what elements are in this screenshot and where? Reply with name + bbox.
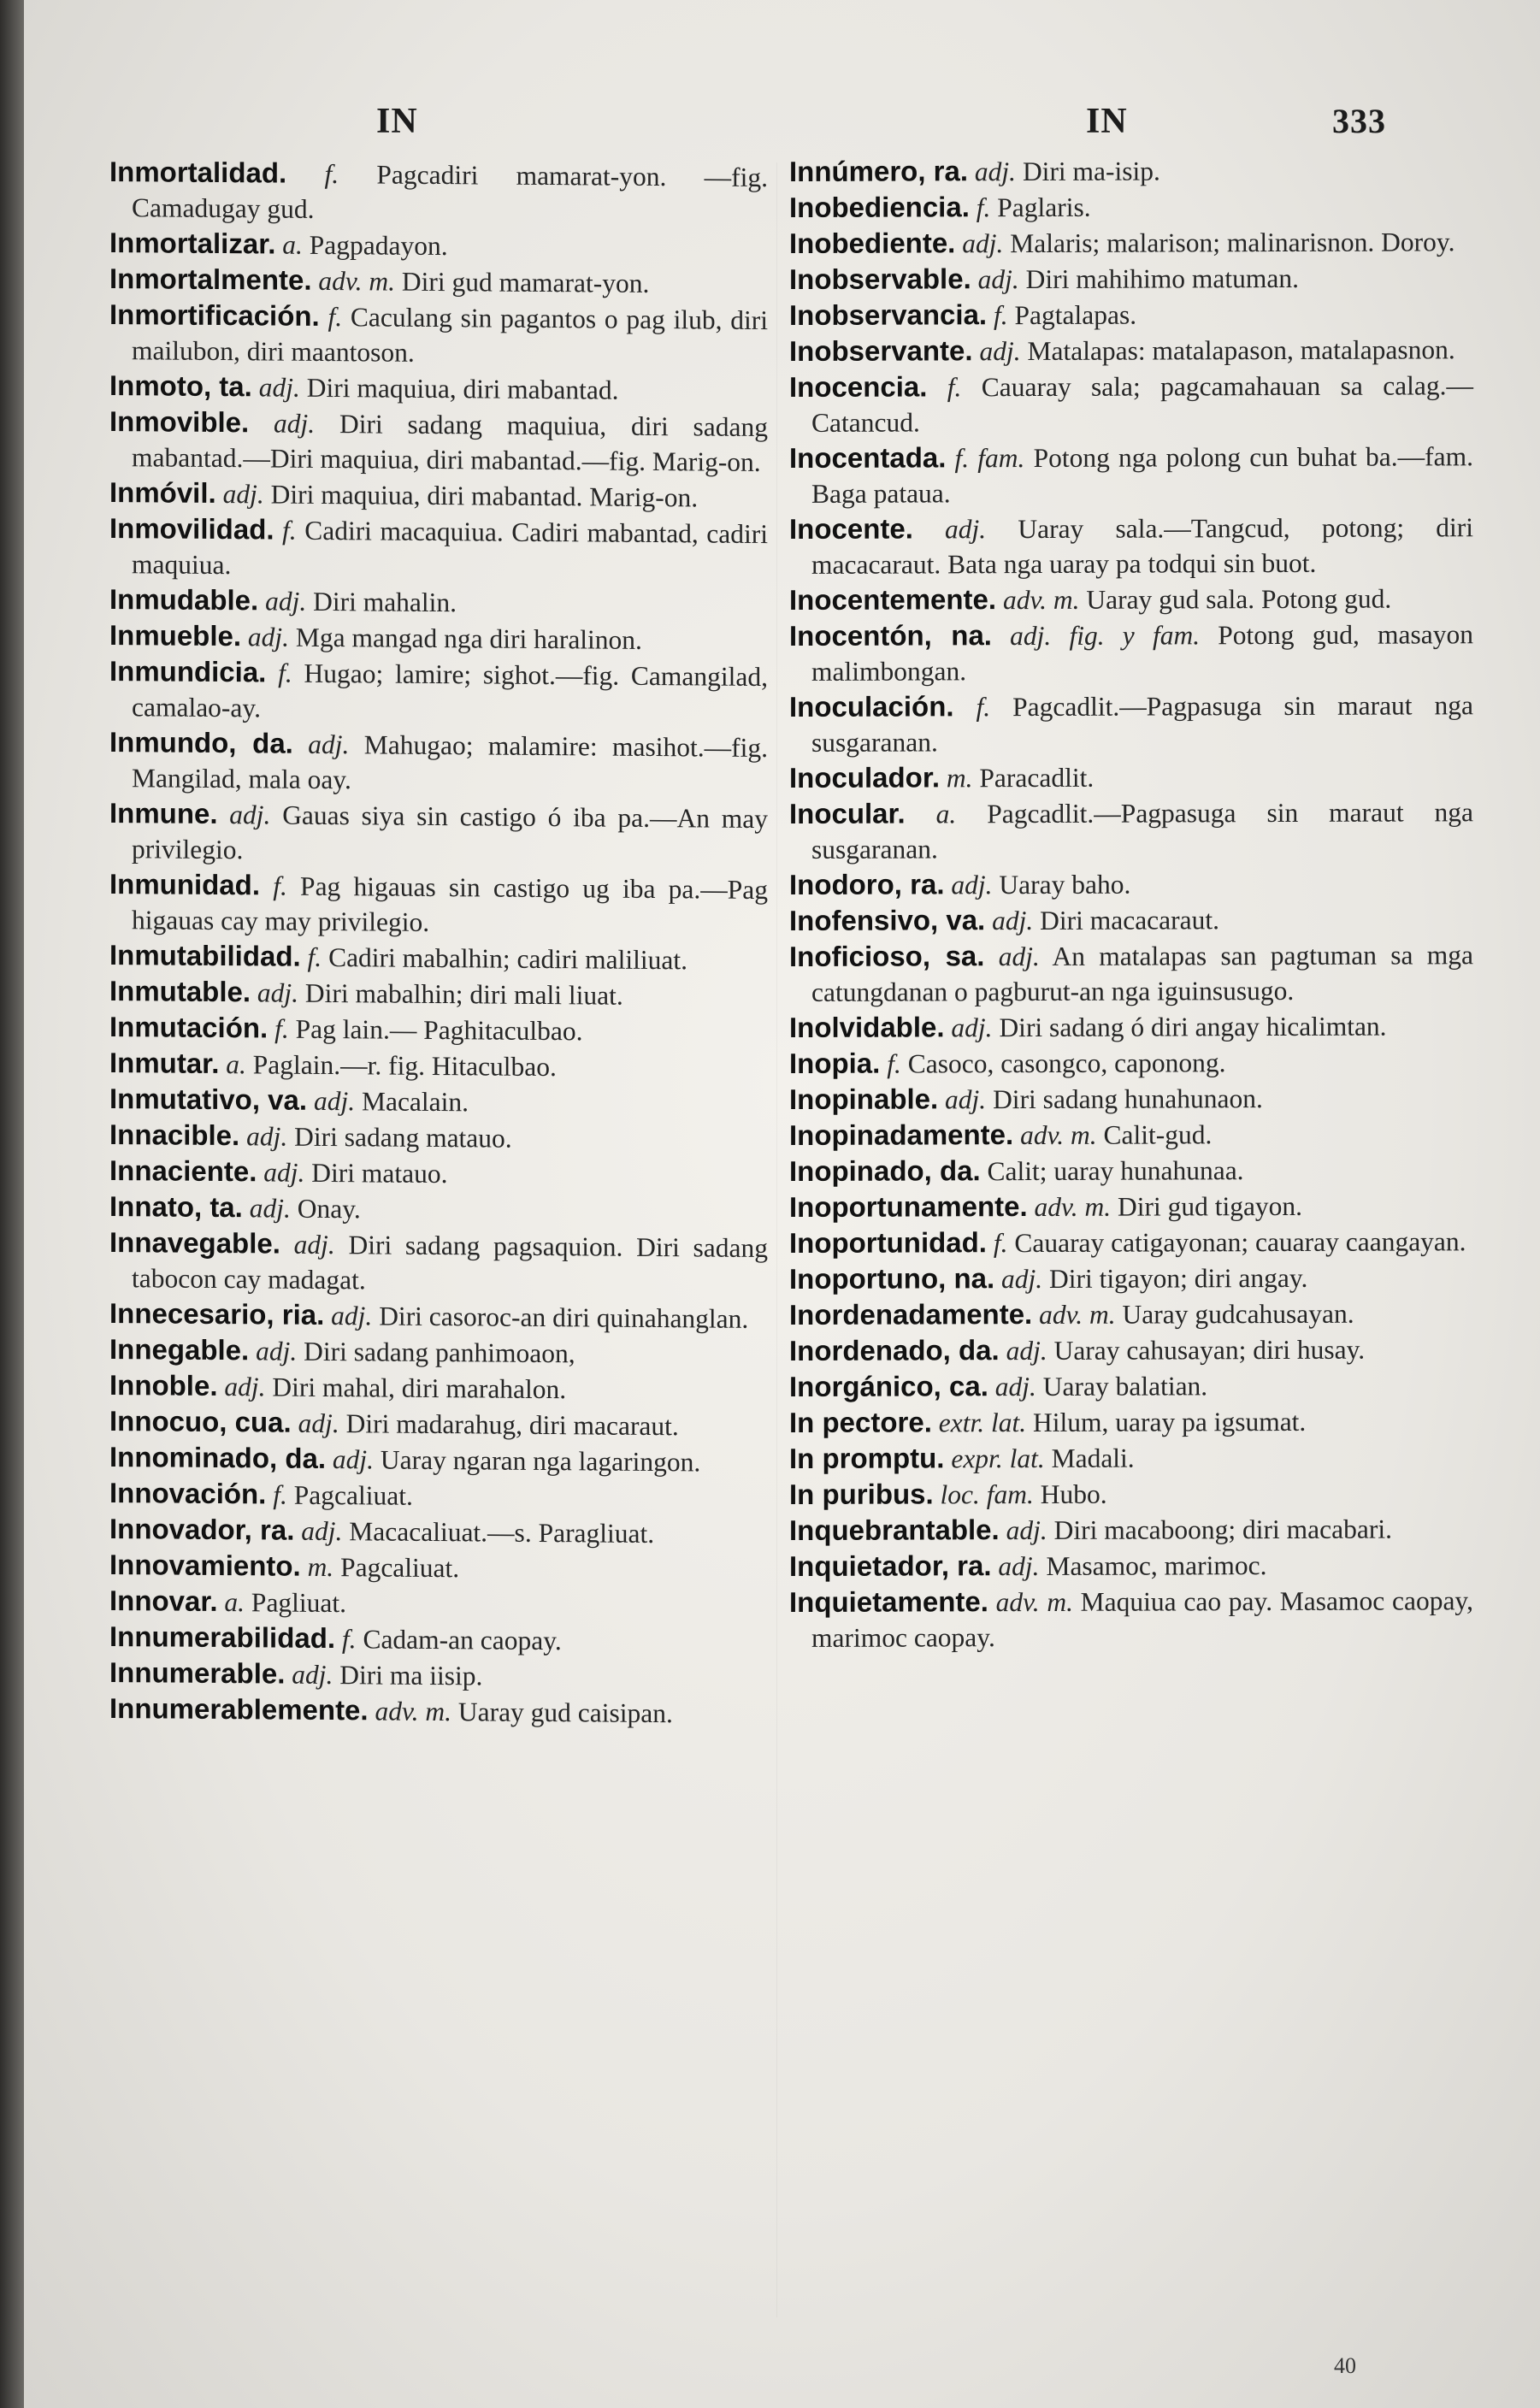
entry-headword: Inolvidable.: [789, 1011, 945, 1043]
dictionary-entry: [109, 404, 768, 480]
entry-definition: Pagtalapas.: [1014, 299, 1137, 331]
dictionary-entry: [789, 509, 1473, 582]
entry-headword: Innegable.: [109, 1333, 250, 1366]
entry-headword: In puribus.: [789, 1478, 934, 1510]
entry-definition: Pag lain.— Paghitaculbao.: [295, 1013, 583, 1047]
dictionary-entry: [109, 1009, 768, 1050]
left-column: [109, 154, 768, 1732]
entry-part-of-speech: adj.: [994, 1371, 1036, 1402]
entry-part-of-speech: adj.: [977, 264, 1019, 295]
entry-headword: Inmortalmente.: [109, 263, 312, 296]
dictionary-entry: [109, 937, 768, 978]
entry-definition: Diri gud mamarat-yon.: [401, 266, 650, 298]
entry-definition: Matalapas: matalapason, matalapasnon.: [1027, 334, 1455, 367]
entry-part-of-speech: adj.: [292, 1659, 333, 1691]
dictionary-entry: [789, 1151, 1473, 1189]
entry-definition: Uaray cahusayan; diri husay.: [1053, 1334, 1366, 1366]
entry-headword: Inoculación.: [789, 690, 954, 723]
dictionary-entry: [109, 1367, 768, 1408]
dictionary-entry: [109, 866, 768, 942]
entry-headword: Innacible.: [109, 1118, 240, 1152]
entry-definition: Macalain.: [361, 1086, 469, 1118]
entry-part-of-speech: f.: [976, 692, 991, 723]
entry-definition: Diri sadang pagsaquion. Diri sadang tabocon cay madagat.: [132, 1230, 769, 1295]
dictionary-entry: [789, 259, 1473, 298]
entry-definition: Pagcadlit.—Pagpasuga sin maraut nga susgaranan.: [811, 690, 1474, 758]
entry-headword: Innecesario, ria.: [109, 1297, 325, 1331]
entry-headword: Inobservante.: [789, 334, 973, 367]
entry-definition: Calit; uaray hunahunaa.: [987, 1155, 1244, 1187]
entry-definition: Mahugao; malamire: masihot.—fig. Mangilad, mala oay.: [132, 729, 768, 795]
entry-definition: Diri mabalhin; diri mali liuat.: [304, 977, 623, 1011]
entry-definition: Paracadlit.: [979, 762, 1095, 794]
entry-headword: Inquebrantable.: [789, 1514, 1000, 1546]
entry-part-of-speech: adj.: [256, 1336, 298, 1366]
dictionary-entry: [789, 1546, 1473, 1585]
entry-definition: Uaray gud sala. Potong gud.: [1086, 583, 1392, 615]
entry-headword: Inobediencia.: [789, 191, 970, 223]
dictionary-entry: [789, 223, 1473, 262]
entry-part-of-speech: adv. m.: [995, 1586, 1073, 1618]
entry-headword: Inmortalidad.: [109, 156, 287, 189]
entry-part-of-speech: f.: [307, 941, 322, 972]
left-running-head: IN: [376, 102, 418, 141]
entry-part-of-speech: adj.: [974, 156, 1017, 187]
entry-headword: Inobservancia.: [789, 298, 988, 331]
entry-definition: Diri maquiua, diri mabantad. Marig-on.: [270, 479, 699, 513]
entry-part-of-speech: f.: [976, 192, 991, 223]
entry-part-of-speech: extr. lat.: [938, 1408, 1027, 1438]
entry-definition: Pagcadlit.—Pagpasuga sin maraut nga susgaranan.: [811, 797, 1474, 865]
dictionary-entry: [109, 1153, 768, 1194]
dictionary-entry: [109, 653, 768, 729]
entry-part-of-speech: adj.: [246, 1121, 288, 1152]
entry-definition: Diri macacaraut.: [1040, 905, 1219, 935]
entry-definition: Hugao; lamire; sighot.—fig. Camangilad, camalao-ay.: [132, 658, 769, 723]
entry-definition: Hilum, uaray pa igsumat.: [1033, 1406, 1307, 1438]
entry-headword: Inoficioso, sa.: [789, 940, 985, 972]
entry-part-of-speech: adj.: [945, 514, 987, 545]
entry-part-of-speech: f.: [341, 1624, 357, 1655]
entry-headword: In promptu.: [789, 1442, 945, 1474]
entry-definition: Diri mahal, diri marahalon.: [272, 1372, 567, 1405]
dictionary-entry: [109, 1547, 768, 1588]
dictionary-entry: [789, 295, 1473, 333]
entry-part-of-speech: adj.: [229, 800, 271, 830]
entry-part-of-speech: adj.: [301, 1515, 343, 1547]
entry-headword: Inmovible.: [109, 405, 250, 439]
dictionary-entry: [109, 368, 768, 409]
entry-definition: Calit-gud.: [1103, 1119, 1213, 1150]
right-running-head: IN: [1086, 102, 1128, 141]
dictionary-entry: [109, 1189, 768, 1230]
entry-definition: Uaray gud caisipan.: [457, 1697, 673, 1729]
entry-part-of-speech: adj.: [332, 1444, 375, 1475]
entry-part-of-speech: adv. m.: [1034, 1191, 1112, 1222]
entry-headword: Inobservable.: [789, 263, 971, 295]
entry-headword: Innominado, da.: [109, 1441, 326, 1474]
entry-part-of-speech: m.: [946, 763, 973, 794]
entry-definition: Madali.: [1051, 1443, 1135, 1473]
entry-definition: Cadam-an caopay.: [363, 1624, 562, 1656]
entry-headword: Inmoto, ta.: [109, 369, 252, 403]
dictionary-entry: [789, 1402, 1473, 1441]
dictionary-entry: [109, 973, 768, 1014]
entry-definition: Diri ma-isip.: [1022, 156, 1160, 187]
entry-part-of-speech: f.: [947, 372, 962, 403]
entry-part-of-speech: f.: [273, 1479, 287, 1510]
entry-part-of-speech: adj.: [962, 228, 1004, 259]
entry-part-of-speech: f.: [282, 515, 297, 546]
entry-definition: Paglain.—r. fig. Hitaculbao.: [252, 1049, 557, 1083]
entry-headword: Inmune.: [109, 797, 218, 829]
entry-part-of-speech: adj.: [265, 586, 307, 617]
entry-definition: Paglaris.: [997, 192, 1091, 223]
entry-headword: Innumerable.: [109, 1656, 286, 1690]
dictionary-entry: [789, 331, 1473, 369]
entry-headword: Inopinable.: [789, 1083, 939, 1115]
entry-headword: Innaciente.: [109, 1154, 257, 1188]
dictionary-entry: [789, 900, 1473, 939]
entry-definition: An matalapas san pagtuman sa mga catungdanan o pagburut-an nga iguinsusugo.: [811, 940, 1474, 1007]
entry-definition: Diri sadang matauo.: [294, 1121, 512, 1154]
entry-part-of-speech: adj.: [1001, 1263, 1043, 1295]
entry-headword: Inmóvil.: [109, 476, 216, 509]
entry-part-of-speech: adj.: [257, 977, 299, 1008]
entry-part-of-speech: adj.: [1006, 1335, 1047, 1366]
dictionary-entry: [789, 865, 1473, 903]
entry-part-of-speech: a.: [224, 1587, 245, 1618]
entry-part-of-speech: f.: [324, 158, 339, 190]
dictionary-entry: [109, 1475, 768, 1516]
dictionary-entry: [789, 1295, 1473, 1333]
entry-part-of-speech: loc. fam.: [940, 1479, 1034, 1510]
entry-headword: Inmueble.: [109, 619, 242, 652]
entry-part-of-speech: a.: [282, 229, 303, 260]
entry-part-of-speech: adj.: [224, 1372, 266, 1402]
entry-definition: Cadiri mabalhin; cadiri maliliuat.: [328, 942, 687, 976]
entry-part-of-speech: adj. fig. y fam.: [1010, 620, 1201, 652]
dictionary-entry: [109, 261, 768, 302]
entry-definition: Cauaray catigayonan; cauaray caangayan.: [1014, 1226, 1466, 1259]
entry-definition: Diri mahihimo matuman.: [1025, 263, 1299, 295]
entry-definition: Potong nga polong cun buhat ba.—fam. Baga pataua.: [811, 441, 1474, 509]
entry-part-of-speech: f. fam.: [954, 443, 1025, 474]
dictionary-entry: [109, 1511, 768, 1552]
entry-headword: Innovar.: [109, 1585, 218, 1617]
entry-headword: In pectore.: [789, 1406, 932, 1438]
entry-definition: Mga mangad nga diri haralinon.: [295, 622, 642, 655]
entry-definition: Diri mahalin.: [313, 586, 457, 618]
entry-headword: Inodoro, ra.: [789, 868, 945, 900]
right-column: [789, 151, 1473, 1656]
entry-headword: Inordenado, da.: [789, 1334, 1000, 1366]
entry-part-of-speech: adj.: [308, 729, 350, 760]
entry-headword: Inmovilidad.: [109, 512, 274, 546]
entry-headword: Inocentemente.: [789, 583, 997, 616]
entry-definition: Uaray baho.: [999, 869, 1131, 900]
entry-headword: Innocuo, cua.: [109, 1405, 292, 1438]
entry-part-of-speech: adj.: [274, 408, 316, 439]
entry-headword: Inmunidad.: [109, 868, 260, 901]
entry-part-of-speech: adj.: [331, 1301, 373, 1331]
dictionary-entry: [789, 1366, 1473, 1405]
entry-definition: Uaray gudcahusayan.: [1122, 1298, 1354, 1330]
entry-definition: Diri matauo.: [311, 1157, 448, 1189]
dictionary-entry: [109, 1619, 768, 1660]
entry-definition: Cauaray sala; pagcamahauan sa calag.—Catancud.: [811, 370, 1474, 438]
entry-part-of-speech: m.: [307, 1551, 334, 1583]
entry-headword: Inmundo, da.: [109, 726, 293, 759]
entry-headword: Innúmero, ra.: [789, 155, 969, 187]
entry-headword: Innovador, ra.: [109, 1513, 295, 1546]
entry-part-of-speech: adj.: [998, 1550, 1040, 1582]
dictionary-entry: [789, 367, 1473, 440]
dictionary-entry: [109, 1117, 768, 1158]
dictionary-entry: [109, 1655, 768, 1696]
dictionary-entry: [789, 794, 1473, 867]
dictionary-entry: [789, 1115, 1473, 1154]
entry-headword: Inofensivo, va.: [789, 904, 986, 936]
entry-definition: Masamoc, marimoc.: [1046, 1550, 1267, 1581]
dictionary-entry: [109, 617, 768, 658]
dictionary-entry: [789, 580, 1473, 618]
entry-part-of-speech: adj.: [222, 479, 264, 510]
entry-definition: Diri madarahug, diri macaraut.: [345, 1408, 679, 1442]
dictionary-entry: [109, 1439, 768, 1480]
entry-definition: Diri gud tigayon.: [1117, 1190, 1303, 1222]
entry-definition: Macacaliuat.—s. Paragliuat.: [349, 1516, 655, 1549]
entry-definition: Diri sadang maquiua, diri sadang mabantad.—Diri maquiua, diri mabantad.—fig. Marig-on.: [132, 409, 768, 477]
entry-definition: Pagcaliuat.: [340, 1552, 460, 1584]
dictionary-entry: [789, 1079, 1473, 1118]
entry-definition: Cadiri macaquiua. Cadiri mabantad, cadiri maquiua.: [132, 515, 769, 581]
dictionary-entry: [109, 1403, 768, 1444]
entry-definition: Uaray sala.—Tangcud, potong; diri macacaraut. Bata nga uaray pa todqui sin buot.: [811, 512, 1474, 580]
entry-headword: Innumerabilidad.: [109, 1620, 336, 1655]
dictionary-entry: [109, 297, 768, 373]
entry-definition: Diri sadang hunahunaon.: [993, 1083, 1263, 1115]
entry-part-of-speech: adj.: [1006, 1514, 1047, 1546]
entry-definition: Potong gud, masayon malimbongan.: [811, 619, 1473, 687]
dictionary-entry: [789, 1582, 1473, 1656]
entry-headword: Inopia.: [789, 1047, 881, 1079]
entry-headword: Inmutación.: [109, 1011, 268, 1044]
column-divider: [776, 162, 777, 2317]
dictionary-entry: [789, 1007, 1473, 1046]
dictionary-entry: [789, 187, 1473, 226]
entry-part-of-speech: adv. m.: [1020, 1119, 1097, 1151]
entry-definition: Diri tigayon; diri angay.: [1049, 1262, 1308, 1294]
entry-definition: Uaray ngaran nga lagaringon.: [380, 1444, 701, 1478]
entry-part-of-speech: f.: [274, 1013, 289, 1044]
dictionary-entry: [109, 1225, 768, 1301]
dictionary-entry: [109, 1691, 768, 1732]
entry-definition: Casoco, casongco, caponong.: [907, 1048, 1226, 1079]
entry-definition: Hubo.: [1040, 1478, 1107, 1509]
dictionary-entry: [789, 438, 1473, 511]
entry-headword: Inmundicia.: [109, 655, 267, 688]
entry-definition: Diri sadang panhimoaon,: [304, 1336, 575, 1369]
dictionary-entry: [109, 1081, 768, 1122]
dictionary-entry: [109, 1331, 768, 1372]
entry-part-of-speech: adj.: [293, 1229, 335, 1260]
entry-headword: Inoportuno, na.: [789, 1262, 995, 1295]
entry-headword: Inopinado, da.: [789, 1154, 981, 1187]
entry-definition: Onay.: [297, 1193, 361, 1225]
dictionary-entry: [789, 151, 1473, 190]
entry-part-of-speech: f.: [993, 300, 1008, 331]
entry-headword: Inoportunidad.: [789, 1226, 987, 1259]
dictionary-entry: [109, 511, 768, 587]
entry-definition: Malaris; malarison; malinarisnon. Doroy.: [1010, 227, 1455, 259]
dictionary-entry: [109, 795, 768, 871]
entry-part-of-speech: adj.: [298, 1408, 339, 1439]
entry-definition: Pagcaliuat.: [293, 1479, 413, 1511]
dictionary-entry: [789, 1438, 1473, 1477]
entry-part-of-speech: a.: [935, 799, 957, 829]
entry-part-of-speech: adv. m.: [1039, 1299, 1116, 1330]
entry-definition: Gauas siya sin castigo ó iba pa.—An may privilegio.: [132, 800, 769, 865]
entry-definition: Diri maquiua, diri mabantad.: [306, 372, 619, 405]
dictionary-entry: [789, 687, 1473, 760]
dictionary-entry: [109, 1295, 768, 1337]
entry-part-of-speech: adj.: [979, 336, 1021, 367]
entry-definition: Uaray balatian.: [1042, 1371, 1208, 1402]
entry-part-of-speech: adj.: [992, 906, 1034, 936]
entry-definition: Maquiua cao pay. Masamoc caopay, marimoc caopay.: [811, 1585, 1474, 1653]
dictionary-entry: [789, 1510, 1473, 1549]
dictionary-entry: [109, 581, 768, 623]
page-number: 333: [1332, 102, 1386, 140]
entry-headword: Inmutabilidad.: [109, 939, 301, 972]
entry-part-of-speech: adj.: [951, 1012, 993, 1043]
entry-part-of-speech: f.: [887, 1048, 901, 1079]
entry-definition: Pagliuat.: [251, 1587, 347, 1619]
entry-headword: Inmortalizar.: [109, 227, 276, 260]
entry-part-of-speech: f.: [278, 658, 292, 688]
entry-headword: Inorgánico, ca.: [789, 1370, 988, 1402]
entry-headword: Inobediente.: [789, 227, 956, 259]
entry-headword: Inmortificación.: [109, 298, 320, 332]
entry-part-of-speech: adj.: [247, 622, 290, 652]
entry-headword: Inordenadamente.: [789, 1298, 1033, 1331]
dictionary-page: [24, 0, 1540, 2408]
entry-headword: Inocentada.: [789, 441, 947, 474]
dictionary-entry: [789, 1259, 1473, 1297]
book-gutter-shadow: [0, 0, 24, 2408]
entry-headword: Inocente.: [789, 512, 913, 545]
entry-headword: Inmutar.: [109, 1047, 220, 1080]
dictionary-entry: [789, 616, 1473, 689]
entry-definition: Diri ma iisip.: [339, 1660, 483, 1691]
entry-part-of-speech: f.: [273, 871, 287, 901]
entry-part-of-speech: adj.: [263, 1157, 305, 1188]
entry-headword: Inquietador, ra.: [789, 1549, 992, 1582]
entry-headword: Inoportunamente.: [789, 1190, 1028, 1223]
entry-headword: Inmutable.: [109, 975, 251, 1008]
entry-headword: Inopinadamente.: [789, 1118, 1014, 1151]
entry-headword: Inoculador.: [789, 761, 941, 794]
dictionary-entry: [789, 758, 1473, 796]
entry-part-of-speech: f.: [327, 302, 343, 333]
entry-definition: Diri macaboong; diri macabari.: [1053, 1514, 1392, 1545]
entry-definition: Pag higauas sin castigo ug iba pa.—Pag higauas cay may privilegio.: [132, 871, 769, 937]
dictionary-entry: [109, 1583, 768, 1624]
entry-part-of-speech: adj.: [313, 1085, 356, 1117]
entry-headword: Innoble.: [109, 1369, 218, 1402]
entry-headword: Innovación.: [109, 1477, 267, 1510]
dictionary-entry: [109, 154, 768, 230]
dictionary-entry: [109, 225, 768, 266]
entry-headword: Inocencia.: [789, 370, 928, 403]
entry-part-of-speech: adv. m.: [375, 1696, 451, 1727]
entry-definition: Pagcadiri mamarat-yon. —fig. Camadugay gud.: [132, 159, 769, 224]
entry-headword: Inmudable.: [109, 583, 259, 617]
entry-headword: Inocular.: [789, 797, 906, 829]
dictionary-entry: [789, 936, 1473, 1010]
entry-headword: Inmutativo, va.: [109, 1083, 308, 1116]
dictionary-entry: [109, 475, 768, 516]
dictionary-entry: [109, 724, 768, 800]
dictionary-entry: [789, 1043, 1473, 1082]
dictionary-entry: [109, 1045, 768, 1086]
entry-definition: Caculang sin pagantos o pag ilub, diri mailubon, diri maantoson.: [132, 302, 768, 368]
entry-headword: Innumerablemente.: [109, 1692, 369, 1726]
entry-part-of-speech: a.: [226, 1049, 246, 1080]
signature-mark: 40: [1334, 2353, 1356, 2378]
entry-headword: Inquietamente.: [789, 1585, 988, 1618]
entry-part-of-speech: adj.: [945, 1084, 987, 1115]
entry-part-of-speech: adj.: [258, 372, 300, 403]
entry-part-of-speech: adv. m.: [318, 265, 395, 297]
entry-definition: Diri sadang ó diri angay hicalimtan.: [999, 1011, 1387, 1043]
entry-headword: Innato, ta.: [109, 1190, 243, 1224]
dictionary-entry: [789, 1187, 1473, 1225]
entry-part-of-speech: expr. lat.: [951, 1443, 1045, 1474]
entry-headword: Innovamiento.: [109, 1549, 301, 1582]
entry-headword: Innavegable.: [109, 1226, 280, 1260]
entry-definition: Pagpadayon.: [309, 229, 448, 262]
dictionary-entry: [789, 1331, 1473, 1369]
dictionary-entry: [789, 1474, 1473, 1513]
entry-definition: Diri casoroc-an diri quinahanglan.: [379, 1301, 749, 1334]
dictionary-entry: [789, 1223, 1473, 1261]
entry-part-of-speech: adj.: [998, 941, 1040, 972]
entry-part-of-speech: f.: [993, 1228, 1008, 1259]
entry-part-of-speech: adv. m.: [1002, 584, 1080, 616]
entry-part-of-speech: adj.: [951, 870, 993, 900]
entry-part-of-speech: adj.: [249, 1193, 291, 1224]
entry-headword: Inocentón, na.: [789, 619, 992, 652]
